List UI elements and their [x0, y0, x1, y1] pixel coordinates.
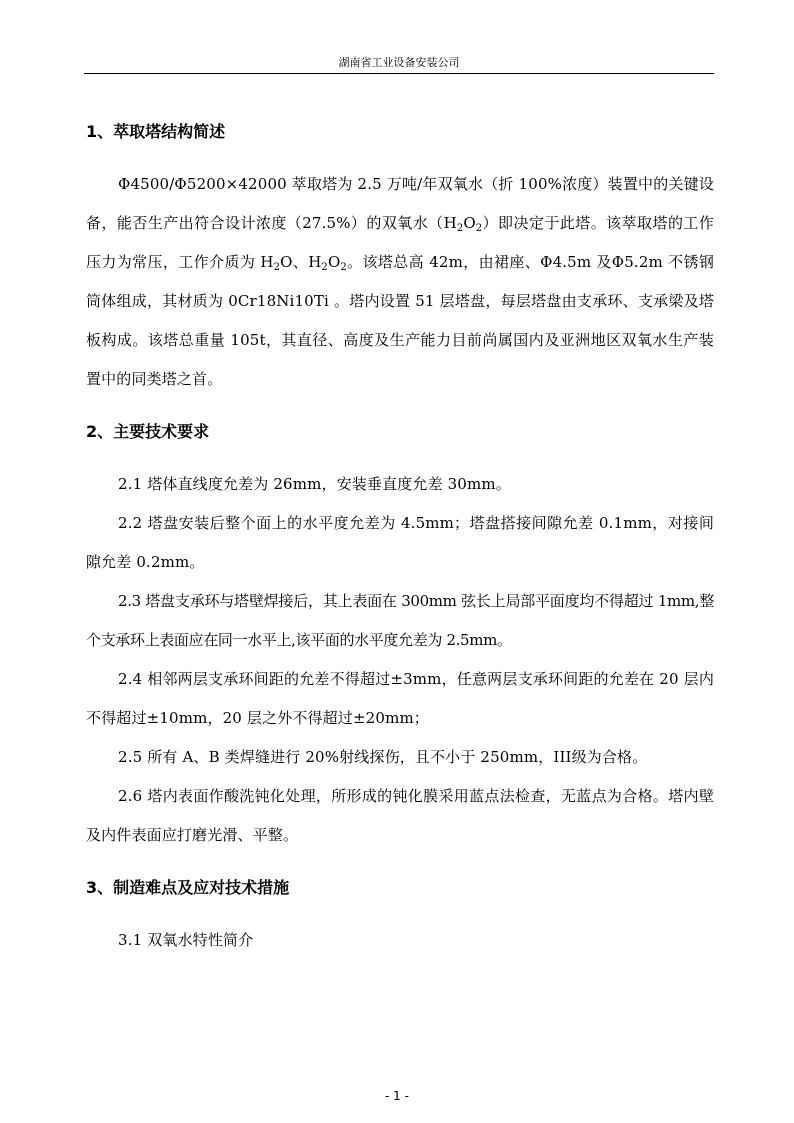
section-1-paragraph [86, 165, 714, 399]
section-1-text-b: ）即决定于此塔。该萃取塔的工作压力为常压，工作介质为 H [86, 214, 714, 271]
subscript-2: 2 [475, 223, 483, 234]
section-1-title: 1、萃取塔结构简述 [86, 122, 226, 141]
letter-o: O [327, 253, 341, 271]
page-number: - 1 - [385, 1089, 409, 1103]
section-2-title: 2、主要技术要求 [86, 422, 210, 441]
requirement-2-6: 2.6 塔内表面作酸洗钝化处理，所形成的钝化膜采用蓝点法检查，无蓝点为合格。塔内壁及内件表面应打磨光滑、平整。 [86, 787, 714, 844]
page-header: 湖南省工业设备安装公司 [338, 56, 460, 69]
requirement-2-5: 2.5 所有 A、B 类焊缝进行 20%射线探伤，且不小于 250mm，III级为合格。 [118, 748, 648, 766]
subscript-2: 2 [340, 262, 347, 273]
document-body [86, 113, 714, 960]
section-1-text-a: Φ4500/Φ5200×42000 萃取塔为 2.5 万吨/年双氧水（折 100%浓度）装置中的关键设备，能否生产出符合设计浓度（27.5%）的双氧水（H [86, 175, 714, 232]
subscript-2: 2 [321, 262, 328, 273]
subsection-3-1-title: 3.1 双氧水特性简介 [118, 931, 254, 949]
requirement-2-2: 2.2 塔盘安装后整个面上的水平度允差为 4.5mm；塔盘搭接间隙允差 0.1mm，对接间隙允差 0.2mm。 [86, 514, 714, 571]
requirement-2-4: 2.4 相邻两层支承环间距的允差不得超过±3mm，任意两层支承环间距的允差在 20 层内不得超过±10mm，20 层之外不得超过±20mm； [86, 670, 714, 727]
section-1-text-c: 。该塔总高 42m，由裙座、Φ4.5m 及Φ5.2m 不锈钢筒体组成，其材质为 0Cr18Ni10Ti 。塔内设置 51 层塔盘，每层塔盘由支承环、支承梁及塔板构成。该塔总重量 105t，其直径、高度及生产能力目前尚属国内及亚洲地区双氧水生产装置中的同类塔之首。 [86, 253, 714, 388]
subscript-2: 2 [273, 262, 281, 273]
requirement-2-3: 2.3 塔盘支承环与塔壁焊接后，其上表面在 300mm 弦长上局部平面度均不得超过 1mm,整个支承环上表面应在同一水平上,该平面的水平度允差为 2.5mm。 [86, 592, 714, 649]
header-divider [84, 73, 714, 74]
subscript-2: 2 [456, 223, 464, 234]
letter-o: O [463, 214, 476, 232]
section-3-title: 3、制造难点及应对技术措施 [86, 878, 290, 897]
h2o-h-text: O、H [280, 253, 322, 271]
requirement-2-1: 2.1 塔体直线度允差为 26mm，安装垂直度允差 30mm。 [118, 475, 511, 493]
